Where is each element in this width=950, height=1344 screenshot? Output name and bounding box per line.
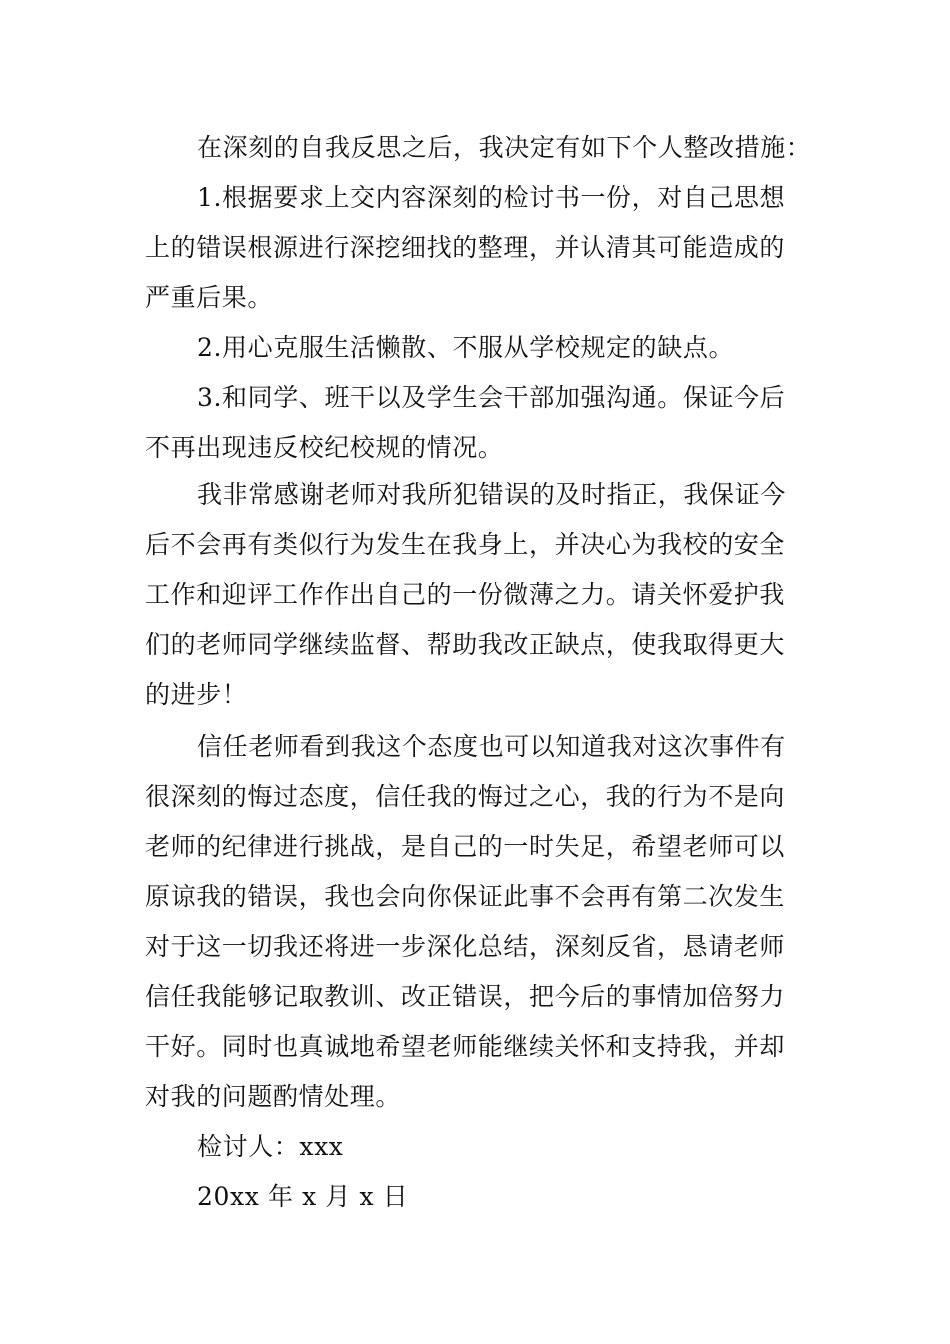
trust-paragraph-line: 对于这一切我还将进一步深化总结，深刻反省，恳请老师 bbox=[145, 932, 786, 961]
intro-line: 在深刻的自我反思之后，我决定有如下个人整改措施： bbox=[197, 133, 812, 162]
gratitude-paragraph-line: 们的老师同学继续监督、帮助我改正缺点，使我取得更大 bbox=[145, 630, 786, 659]
trust-paragraph-line: 老师的纪律进行挑战，是自己的一时失足，希望老师可以 bbox=[145, 832, 786, 861]
trust-paragraph-line: 对我的问题酌情处理。 bbox=[145, 1082, 402, 1111]
date-line: 20xx 年 x 月 x 日 bbox=[197, 1182, 409, 1211]
measure-3-line: 不再出现违反校纪校规的情况。 bbox=[145, 433, 504, 462]
measure-1-line: 上的错误根源进行深挖细找的整理，并认清其可能造成的 bbox=[145, 233, 786, 262]
measure-1-line: 严重后果。 bbox=[145, 283, 274, 312]
measure-1-line: 1.根据要求上交内容深刻的检讨书一份，对自己思想 bbox=[197, 183, 786, 212]
trust-paragraph-line: 信任我能够记取教训、改正错误，把今后的事情加倍努力 bbox=[145, 982, 786, 1011]
measure-2-line: 2.用心克服生活懒散、不服从学校规定的缺点。 bbox=[197, 333, 735, 362]
gratitude-paragraph-line: 后不会再有类似行为发生在我身上，并决心为我校的安全 bbox=[145, 530, 786, 559]
gratitude-paragraph-line: 我非常感谢老师对我所犯错误的及时指正，我保证今 bbox=[197, 480, 786, 509]
gratitude-paragraph-line: 工作和迎评工作作出自己的一份微薄之力。请关怀爱护我 bbox=[145, 580, 786, 609]
gratitude-paragraph-line: 的进步！ bbox=[145, 680, 248, 709]
trust-paragraph-line: 很深刻的悔过态度，信任我的悔过之心，我的行为不是向 bbox=[145, 782, 786, 811]
trust-paragraph-line: 干好。同时也真诚地希望老师能继续关怀和支持我，并却 bbox=[145, 1032, 786, 1061]
signature-line: 检讨人：xxx bbox=[197, 1132, 344, 1161]
trust-paragraph-line: 原谅我的错误，我也会向你保证此事不会再有第二次发生 bbox=[145, 882, 786, 911]
trust-paragraph-line: 信任老师看到我这个态度也可以知道我对这次事件有 bbox=[197, 732, 786, 761]
measure-3-line: 3.和同学、班干以及学生会干部加强沟通。保证今后 bbox=[197, 383, 786, 412]
